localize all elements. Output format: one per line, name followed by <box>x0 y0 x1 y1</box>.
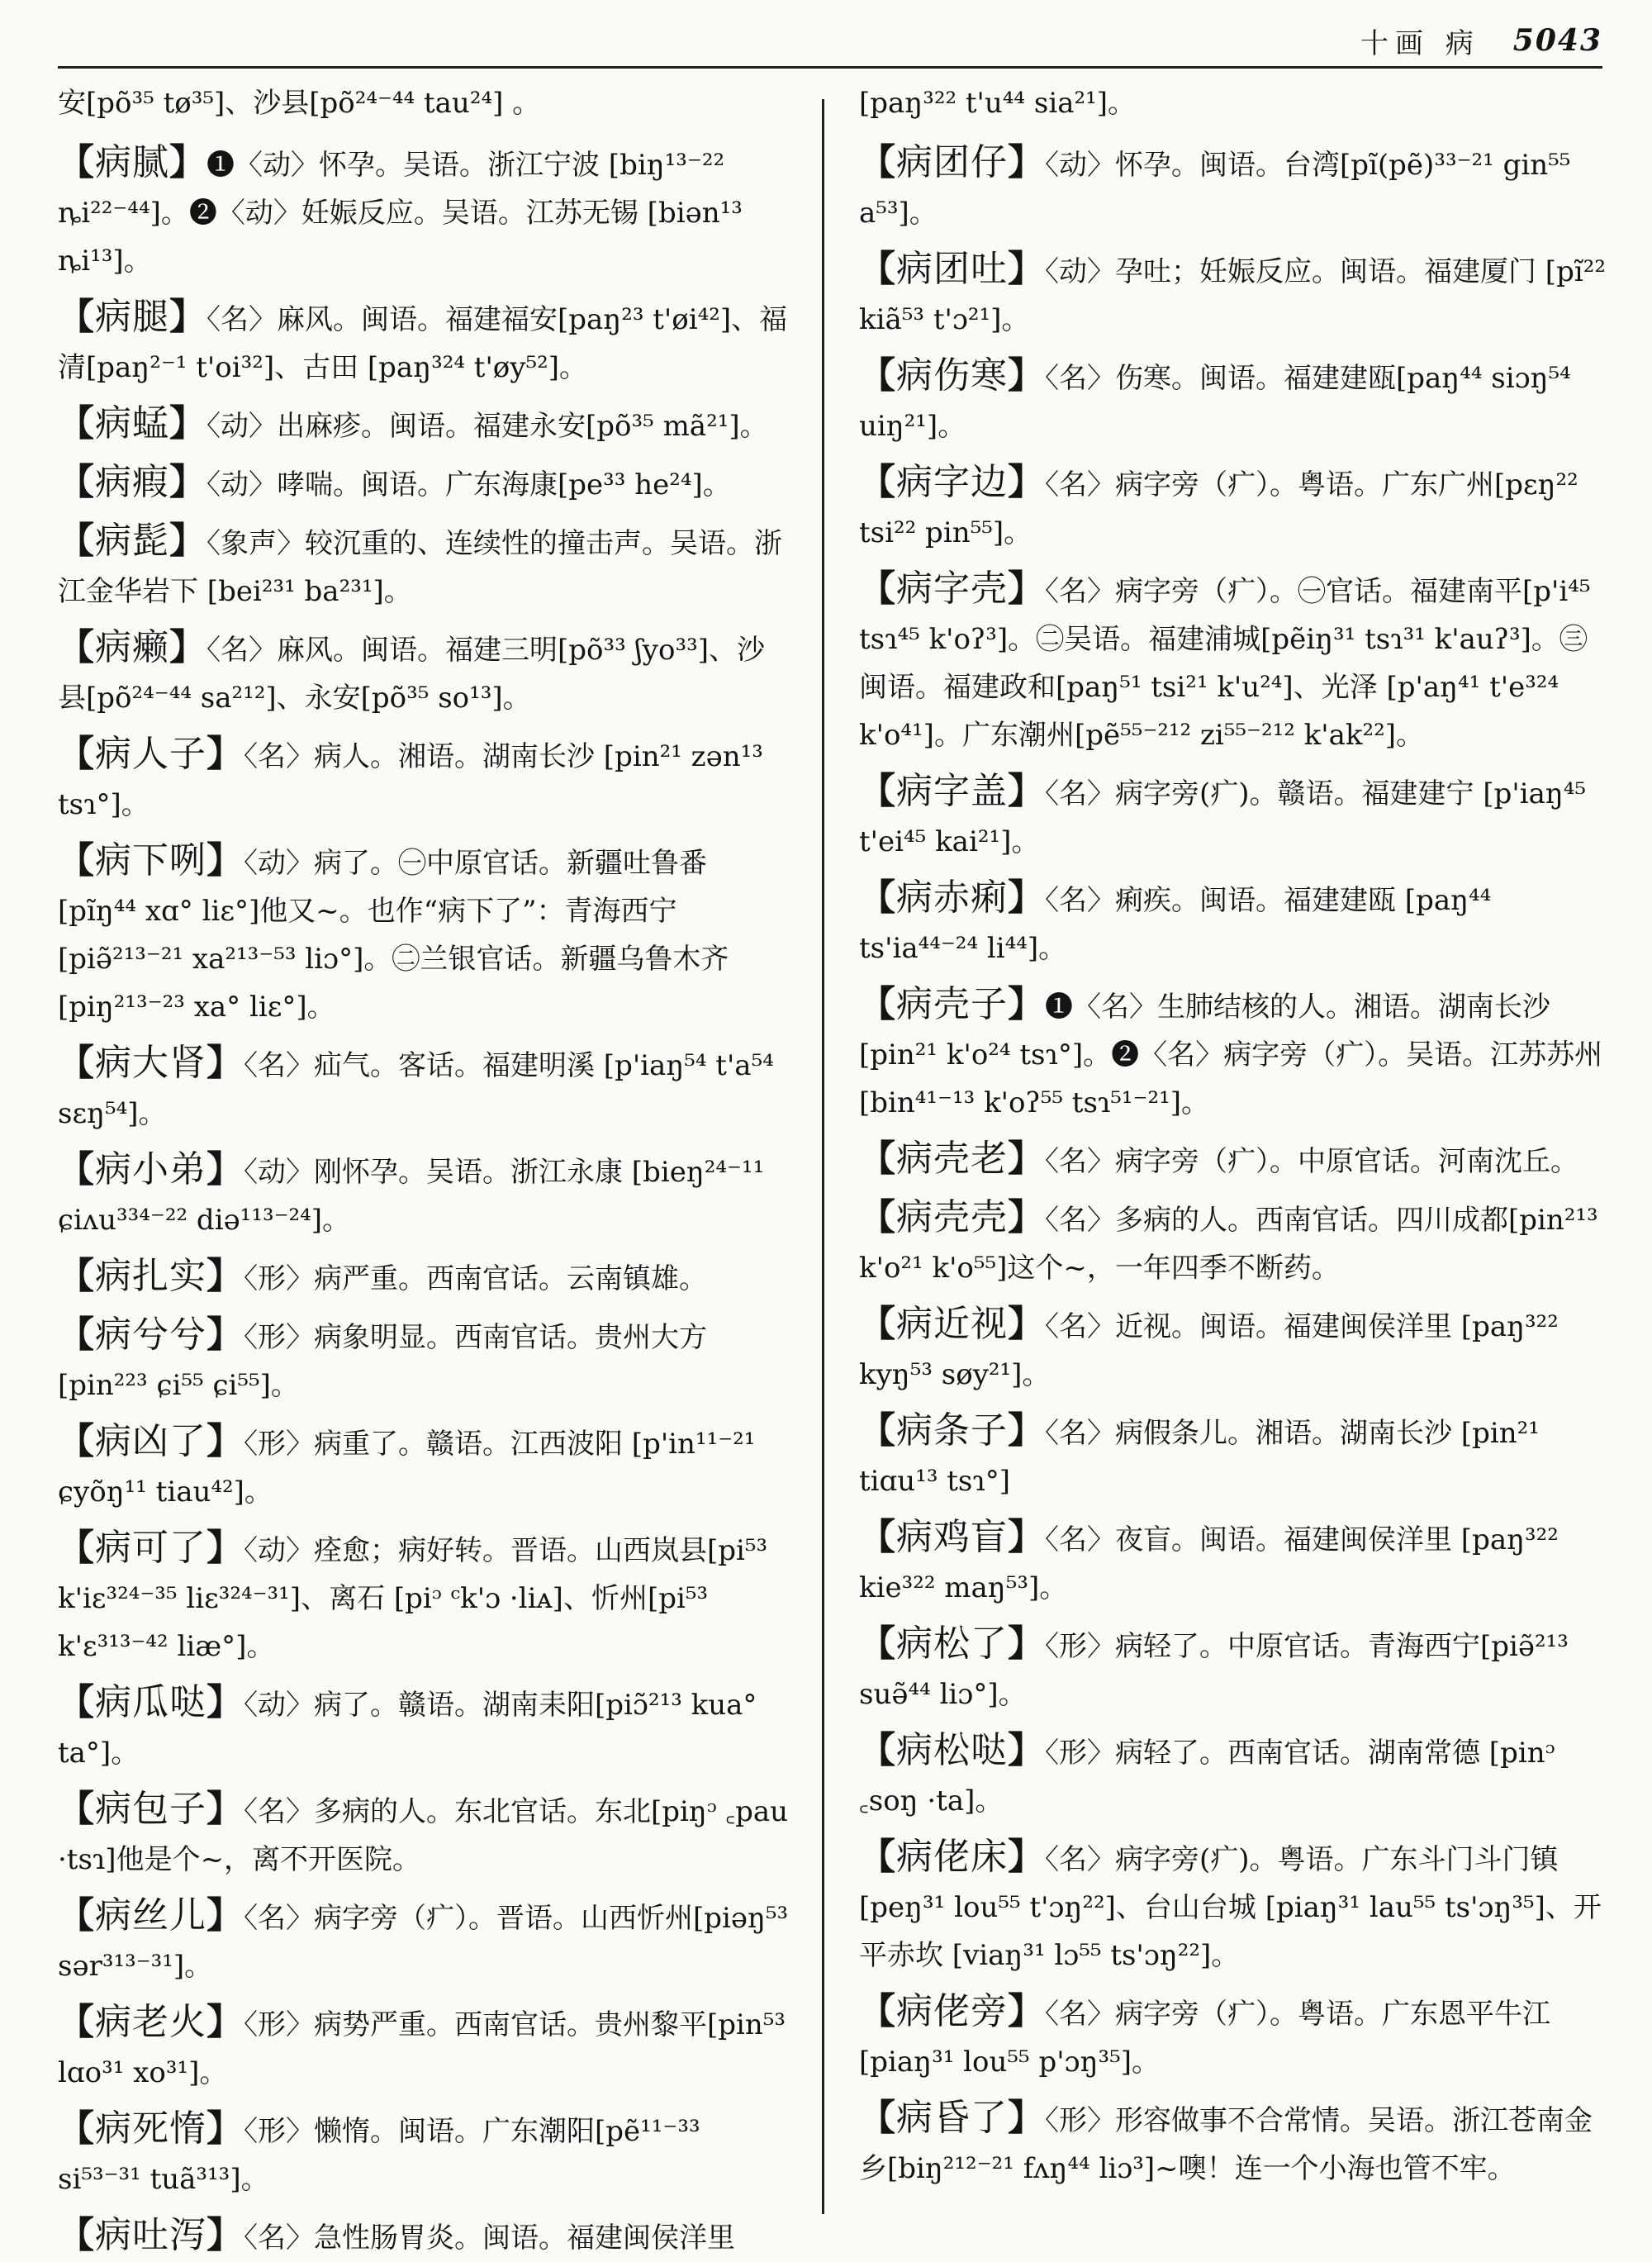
dictionary-entry <box>58 730 789 829</box>
headword-text: 病人子 <box>95 733 206 775</box>
dictionary-entry <box>859 1620 1607 1718</box>
dictionary-entry <box>859 2094 1607 2193</box>
dictionary-entry <box>58 1892 789 1990</box>
headword-text: 病老火 <box>95 2001 206 2043</box>
dictionary-entry <box>859 767 1607 866</box>
entry-body: 〈形〉病重了。赣语。江西波阳 [p'in¹¹⁻²¹ ɕyõŋ¹¹ tiau⁴²]。 <box>58 1428 756 1509</box>
dictionary-entry <box>859 1194 1607 1292</box>
headword-text: 病髭 <box>95 520 169 562</box>
entry-headword: 【病壳老】 <box>859 1138 1045 1180</box>
entry-headword: 【病瓜哒】 <box>58 1681 244 1723</box>
entry-headword: 【病佬旁】 <box>859 1990 1045 2032</box>
entry-body: 〈动〉病了。赣语。湖南耒阳[piɔ̃²¹³ kua° ta°]。 <box>58 1689 757 1770</box>
entry-body: 〈名〉病字旁（疒）。粤语。广东广州[pɛŋ²² tsi²² pin⁵⁵]。 <box>859 468 1578 549</box>
entry-headword: 【病昏了】 <box>859 2097 1045 2139</box>
headword-text: 病小弟 <box>95 1148 206 1190</box>
headword-text: 病字盖 <box>896 770 1008 812</box>
entry-body: 〈动〉病了。㊀中原官话。新疆吐鲁番 [pĩŋ⁴⁴ xɑ° liɛ°]他又~。也作“病下了”：青海西宁[piə̃²¹³⁻²¹ xa²¹³⁻⁵³ liɔ°]。㊁兰银官话。新疆乌鲁木齐[piŋ²¹³⁻²³ xa° liɛ°]。 <box>58 847 729 1024</box>
entry-headword: 【病团仔】 <box>859 141 1045 183</box>
entry-headword: 【病大肾】 <box>58 1042 244 1084</box>
entry-headword: 【病鸡盲】 <box>859 1516 1045 1558</box>
dictionary-entry <box>58 1311 789 1409</box>
entry-body: 〈名〉急性肠胃炎。闽语。福建闽侯洋里 <box>244 2222 735 2255</box>
entry-headword: 【病瘕】 <box>58 461 206 503</box>
dictionary-entry <box>58 1998 789 2097</box>
dictionary-entry <box>859 352 1607 450</box>
dictionary-entry <box>58 1679 789 1777</box>
column-divider <box>822 99 824 2214</box>
entry-body: 〈名〉痢疾。闽语。福建建瓯 [paŋ⁴⁴ ts'ia⁴⁴⁻²⁴ li⁴⁴]。 <box>859 884 1492 965</box>
dictionary-entry <box>859 459 1607 557</box>
entry-headword: 【病团吐】 <box>859 248 1045 290</box>
headword-text: 病蜢 <box>95 402 169 444</box>
dictionary-entry <box>58 2212 789 2262</box>
entry-body: 〈形〉形容做事不合常情。吴语。浙江苍南金乡[biŋ²¹²⁻²¹ fʌŋ⁴⁴ liɔ³]~噢！连一个小海也管不牢。 <box>859 2104 1593 2185</box>
entry-headword: 【病近视】 <box>859 1303 1045 1345</box>
dictionary-entry <box>859 1135 1607 1186</box>
dictionary-entry <box>58 1418 789 1516</box>
dictionary-entry <box>58 837 789 1031</box>
headword-text: 病壳老 <box>896 1138 1008 1180</box>
entry-headword: 【病人子】 <box>58 733 244 775</box>
headword-text: 病字边 <box>896 461 1008 503</box>
entry-body: 〈名〉多病的人。西南官话。四川成都[pin²¹³ k'o²¹ k'o⁵⁵]这个~，一年四季不断药。 <box>859 1204 1598 1285</box>
entry-headword: 【病壳壳】 <box>859 1196 1045 1238</box>
headword-text: 病凶了 <box>95 1420 206 1462</box>
entry-body: 〈象声〉较沉重的、连续性的撞击声。吴语。浙江金华岩下 [bei²³¹ ba²³¹]。 <box>58 527 782 608</box>
dictionary-entry <box>58 517 789 615</box>
entry-headword: 【病伤寒】 <box>859 354 1045 397</box>
entry-body: 〈形〉病轻了。中原官话。青海西宁[piə̃²¹³ suə̃⁴⁴ liɔ°]。 <box>859 1630 1569 1711</box>
entry-body: 〈名〉伤寒。闽语。福建建瓯[paŋ⁴⁴ siɔŋ⁵⁴ uiŋ²¹]。 <box>859 362 1571 443</box>
headword-text: 病大肾 <box>95 1042 206 1084</box>
continuation-text <box>58 79 789 127</box>
dictionary-entry <box>859 1300 1607 1399</box>
entry-headword: 【病丝儿】 <box>58 1894 244 1936</box>
dictionary-entry <box>859 1988 1607 2086</box>
entry-body: 〈名〉病字旁(疒)。粤语。广东斗门斗门镇[peŋ³¹ lou⁵⁵ t'ɔŋ²²]、台山台城 [piaŋ³¹ lau⁵⁵ ts'ɔŋ³⁵]、开平赤坎 [viaŋ³¹ lɔ⁵⁵ ts'ɔŋ²²]。 <box>859 1843 1602 1972</box>
dictionary-entry <box>859 1407 1607 1505</box>
entry-body: ❶〈动〉怀孕。吴语。浙江宁波 [biŋ¹³⁻²² ȵi²²⁻⁴⁴]。❷〈动〉妊娠反应。吴语。江苏无锡 [biən¹³ ȵi¹³]。 <box>58 149 743 278</box>
entry-body: 〈形〉病严重。西南官话。云南镇雄。 <box>244 1262 707 1295</box>
headword-text: 病佬旁 <box>896 1990 1008 2032</box>
entry-body: 〈动〉出麻疹。闽语。福建永安[põ³⁵ mã²¹]。 <box>206 410 768 443</box>
entry-headword: 【病佬床】 <box>859 1836 1045 1878</box>
headword-text: 病壳壳 <box>896 1196 1008 1238</box>
entry-headword: 【病腿】 <box>58 296 206 338</box>
headword-text: 病条子 <box>896 1409 1008 1452</box>
headword-text: 病兮兮 <box>95 1314 206 1356</box>
entry-body: 〈动〉刚怀孕。吴语。浙江永康 [bieŋ²⁴⁻¹¹ ɕiʌu³³⁴⁻²² diə¹¹³⁻²⁴]。 <box>58 1156 765 1237</box>
headword-text: 病伤寒 <box>896 354 1008 397</box>
headword-text: 病松了 <box>896 1623 1008 1665</box>
dictionary-entry <box>58 1524 789 1670</box>
page-header <box>58 15 1602 69</box>
headword-text: 病癞 <box>95 626 169 668</box>
headword-text: 病可了 <box>95 1527 206 1569</box>
entry-body: 〈形〉病象明显。西南官话。贵州大方[pin²²³ ɕi⁵⁵ ɕi⁵⁵]。 <box>58 1321 707 1402</box>
dictionary-entry <box>859 1833 1607 1979</box>
headword-text: 病壳子 <box>896 983 1008 1025</box>
entry-body: 〈动〉痊愈；病好转。晋语。山西岚县[pi⁵³ k'iɛ³²⁴⁻³⁵ liɛ³²⁴⁻³¹]、离石 [piᵓ ᶜk'ɔ ·liᴀ]、忻州[pi⁵³ k'ɛ³¹³⁻⁴² liæ°]。 <box>58 1534 768 1663</box>
dictionary-entry <box>859 1514 1607 1612</box>
entry-body: 〈名〉病字旁（疒）。粤语。广东恩平牛江[piaŋ³¹ lou⁵⁵ p'ɔŋ³⁵]。 <box>859 1998 1550 2079</box>
entry-headword: 【病死惰】 <box>58 2108 244 2150</box>
entry-headword: 【病老火】 <box>58 2001 244 2043</box>
entry-headword: 【病小弟】 <box>58 1148 244 1190</box>
dictionary-entry <box>58 459 789 509</box>
entry-headword: 【病条子】 <box>859 1409 1045 1452</box>
headword-text: 病佬床 <box>896 1836 1008 1878</box>
headword-text: 病鸡盲 <box>896 1516 1008 1558</box>
dictionary-entry <box>58 139 789 285</box>
entry-headword: 【病腻】 <box>58 141 206 183</box>
entry-body: [paŋ³²² t'u⁴⁴ sia²¹]。 <box>859 87 1136 120</box>
entry-body: 〈名〉夜盲。闽语。福建闽侯洋里 [paŋ³²² kie³²² maŋ⁵³]。 <box>859 1523 1559 1604</box>
headword-text: 病瘕 <box>95 461 169 503</box>
dictionary-entry <box>58 1252 789 1303</box>
dictionary-entry <box>58 1785 789 1884</box>
entry-body: 〈名〉病字旁（疒）。晋语。山西忻州[piəŋ⁵³ sər³¹³⁻³¹]。 <box>58 1902 789 1983</box>
headword-text: 病丝儿 <box>95 1894 206 1936</box>
entry-headword: 【病字边】 <box>859 461 1045 503</box>
entry-headword: 【病癞】 <box>58 626 206 668</box>
entry-body: 〈形〉懒惰。闽语。广东潮阳[pẽ¹¹⁻³³ si⁵³⁻³¹ tuã³¹³]。 <box>58 2115 700 2196</box>
headword-text: 病扎实 <box>95 1255 206 1297</box>
dictionary-entry <box>859 139 1607 237</box>
headword-text: 病赤痢 <box>896 877 1008 919</box>
dictionary-entry <box>58 2105 789 2203</box>
entry-body: 〈动〉孕吐；妊娠反应。闽语。福建厦门 [pĩ²² kiã⁵³ t'ɔ²¹]。 <box>859 255 1606 336</box>
headword-text: 病吐泻 <box>95 2214 206 2256</box>
headword-text: 病字壳 <box>896 568 1008 610</box>
headword-text: 病腿 <box>95 296 169 338</box>
headword-text: 病松哒 <box>896 1729 1008 1771</box>
entry-body: 〈名〉疝气。客话。福建明溪 [p'iaŋ⁵⁴ t'a⁵⁴ sɛŋ⁵⁴]。 <box>58 1049 774 1130</box>
entry-headword: 【病松了】 <box>859 1623 1045 1665</box>
dictionary-entry <box>859 1727 1607 1825</box>
dictionary-entry <box>58 400 789 450</box>
dictionary-entry <box>58 293 789 392</box>
headword-text: 病腻 <box>95 141 169 183</box>
section-label: 十画 病 <box>1360 26 1480 60</box>
entry-body: 〈名〉病字旁（疒）。中原官话。河南沈丘。 <box>1045 1145 1578 1178</box>
dictionary-entry <box>859 981 1607 1127</box>
dictionary-entry <box>859 565 1607 759</box>
entry-body: 〈名〉麻风。闽语。福建三明[põ³³ ʃyo³³]、沙县[põ²⁴⁻⁴⁴ sa²¹²]、永安[põ³⁵ so¹³]。 <box>58 634 765 715</box>
entry-body: 〈名〉病人。湘语。湖南长沙 [pin²¹ zən¹³ tsɿ°]。 <box>58 740 763 821</box>
entry-body: 〈名〉麻风。闽语。福建福安[paŋ²³ t'øi⁴²]、福清[paŋ²⁻¹ t'oi³²]、古田 [paŋ³²⁴ t'øy⁵²]。 <box>58 303 788 384</box>
headword-text: 病昏了 <box>896 2097 1008 2139</box>
entry-body: 〈名〉近视。闽语。福建闽侯洋里 [paŋ³²² kyŋ⁵³ søy²¹]。 <box>859 1310 1559 1391</box>
headword-text: 病下咧 <box>95 839 206 882</box>
dictionary-entry <box>58 624 789 722</box>
entry-headword: 【病蜢】 <box>58 402 206 444</box>
entry-headword: 【病松哒】 <box>859 1729 1045 1771</box>
headword-text: 病包子 <box>95 1788 206 1830</box>
dictionary-entry <box>859 245 1607 344</box>
page-number: 5043 <box>1512 23 1602 58</box>
entry-body: 〈形〉病轻了。西南官话。湖南常德 [pinᵓ ꜀soŋ ·ta]。 <box>859 1737 1555 1818</box>
entry-body: 〈名〉病字旁（疒）。㊀官话。福建南平[p'i⁴⁵ tsɿ⁴⁵ k'oʔ³]。㊁吴语。福建浦城[pẽiŋ³¹ tsɿ³¹ k'auʔ³]。㊂闽语。福建政和[paŋ⁵¹ tsi²¹ k'u²⁴]、光泽 [p'aŋ⁴¹ t'e³²⁴ k'o⁴¹]。广东潮州[pẽ⁵⁵⁻²¹² zi⁵⁵⁻²¹² k'ak²²]。 <box>859 575 1591 752</box>
entry-headword: 【病字壳】 <box>859 568 1045 610</box>
headword-text: 病团仔 <box>896 141 1008 183</box>
headword-text: 病团吐 <box>896 248 1008 290</box>
entry-headword: 【病可了】 <box>58 1527 244 1569</box>
entry-headword: 【病赤痢】 <box>859 877 1045 919</box>
entry-body: 〈名〉多病的人。东北官话。东北[piŋᵓ ꜀pau ·tsɿ]他是个~，离不开医院。 <box>58 1795 789 1876</box>
continuation-text <box>859 79 1607 127</box>
right-column <box>859 79 1607 2219</box>
entry-body: 安[põ³⁵ tø³⁵]、沙县[põ²⁴⁻⁴⁴ tau²⁴] 。 <box>58 87 541 120</box>
entry-headword: 【病包子】 <box>58 1788 244 1830</box>
entry-headword: 【病字盖】 <box>859 770 1045 812</box>
headword-text: 病死惰 <box>95 2108 206 2150</box>
entry-headword: 【病髭】 <box>58 520 206 562</box>
entry-body: 〈动〉哮喘。闽语。广东海康[pe³³ he²⁴]。 <box>206 468 731 501</box>
entry-body: 〈动〉怀孕。闽语。台湾[pĩ(pẽ)³³⁻²¹ gin⁵⁵ a⁵³]。 <box>859 149 1571 230</box>
entry-headword: 【病吐泻】 <box>58 2214 244 2256</box>
entry-headword: 【病凶了】 <box>58 1420 244 1462</box>
dictionary-entry <box>859 874 1607 972</box>
left-column <box>58 79 789 2256</box>
headword-text: 病瓜哒 <box>95 1681 206 1723</box>
entry-headword: 【病兮兮】 <box>58 1314 244 1356</box>
entry-body: 〈名〉病假条儿。湘语。湖南长沙 [pin²¹ tiɑu¹³ tsɿ°] <box>859 1417 1540 1498</box>
entry-headword: 【病扎实】 <box>58 1255 244 1297</box>
entry-headword: 【病下咧】 <box>58 839 244 882</box>
entry-body: 〈形〉病势严重。西南官话。贵州黎平[pin⁵³ lɑo³¹ xo³¹]。 <box>58 2008 786 2089</box>
dictionary-entry <box>58 1039 789 1138</box>
entry-body: ❶〈名〉生肺结核的人。湘语。湖南长沙 [pin²¹ k'o²⁴ tsɿ°]。❷〈名〉病字旁（疒）。吴语。江苏苏州 [bin⁴¹⁻¹³ k'oʔ⁵⁵ tsɿ⁵¹⁻²¹]。 <box>859 991 1603 1119</box>
entry-headword: 【病壳子】 <box>859 983 1045 1025</box>
entry-body: 〈名〉病字旁(疒)。赣语。福建建宁 [p'iaŋ⁴⁵ t'ei⁴⁵ kai²¹]。 <box>859 777 1587 858</box>
headword-text: 病近视 <box>896 1303 1008 1345</box>
dictionary-entry <box>58 1146 789 1244</box>
